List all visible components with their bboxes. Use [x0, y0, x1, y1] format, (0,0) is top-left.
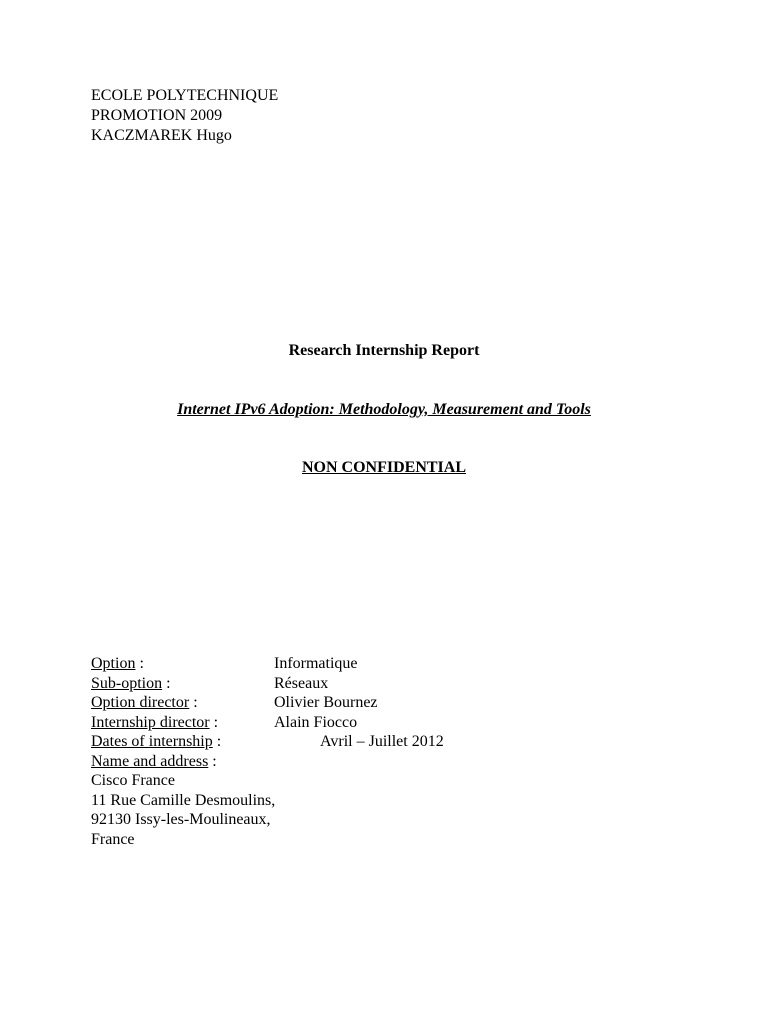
info-row-sub-option	[91, 674, 329, 694]
confidentiality-status: NON CONFIDENTIAL	[301, 459, 466, 476]
report-subtitle: Internet IPv6 Adoption: Methodology, Measurement and Tools	[177, 401, 591, 418]
header-block	[91, 86, 278, 146]
sub-option-value: Réseaux	[274, 674, 329, 692]
info-row-name-address	[91, 752, 275, 772]
info-row-dates	[91, 732, 444, 752]
address-line: Cisco France	[91, 772, 175, 789]
report-title: Research Internship Report	[288, 342, 480, 359]
info-row-internship-director	[91, 713, 358, 733]
info-block	[91, 654, 444, 849]
option-label: Option :	[91, 655, 144, 672]
dates-label: Dates of internship :	[91, 733, 222, 750]
promotion-year: PROMOTION 2009	[91, 107, 223, 124]
dates-value: Avril – Juillet 2012	[320, 733, 444, 750]
internship-director-label: Internship director :	[91, 713, 219, 731]
address-line: France	[91, 830, 135, 848]
school-name: ECOLE POLYTECHNIQUE	[91, 87, 279, 104]
name-address-label: Name and address :	[91, 752, 217, 770]
option-director-value: Olivier Bournez	[274, 694, 378, 711]
info-row-option-director	[91, 693, 378, 713]
info-row-option	[91, 654, 358, 674]
address-line: 92130 Issy-les-Moulineaux,	[91, 811, 271, 828]
author-name: KACZMAREK Hugo	[91, 127, 232, 144]
option-director-label: Option director :	[91, 694, 198, 711]
option-value: Informatique	[274, 655, 358, 672]
internship-director-value: Alain Fiocco	[274, 713, 358, 731]
address-line: 11 Rue Camille Desmoulins,	[91, 791, 276, 809]
sub-option-label: Sub-option :	[91, 674, 171, 692]
